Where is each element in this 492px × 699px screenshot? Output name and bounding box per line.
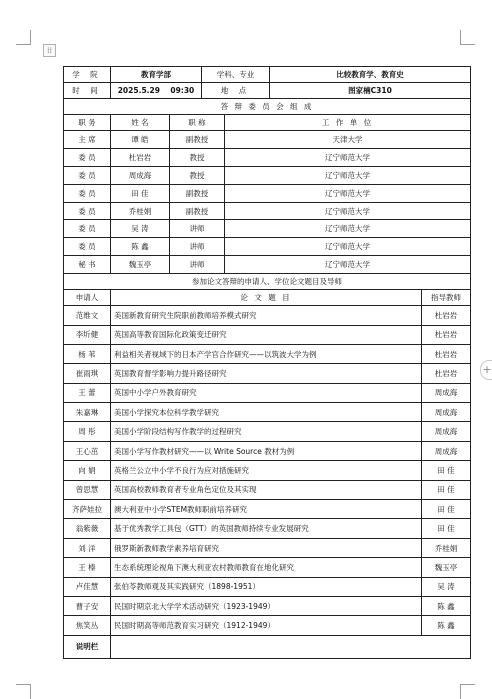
thesis-topic[interactable]: 英国高校教师教育者专业角色定位及其实现 — [111, 480, 422, 499]
thesis-advisor[interactable]: 魏玉亭 — [422, 558, 471, 577]
committee-role: 委 员 — [64, 148, 111, 166]
thesis-row — [64, 596, 471, 615]
notes-row — [64, 635, 471, 658]
crop-mark-bottom-right — [460, 684, 475, 699]
thesis-applicant[interactable]: 焦笑丛 — [64, 616, 111, 635]
committee-row — [64, 238, 471, 256]
committee-unit[interactable]: 辽宁师范大学 — [225, 184, 471, 202]
committee-title-cell[interactable]: 讲师 — [170, 256, 225, 274]
location-value[interactable]: 图家楠C310 — [270, 83, 471, 99]
thesis-advisor[interactable]: 周成海 — [422, 422, 471, 441]
thesis-applicant[interactable]: 朱嘉琳 — [64, 403, 111, 422]
time-value: 09:30 — [170, 86, 195, 95]
thesis-row — [64, 519, 471, 538]
committee-unit[interactable]: 辽宁师范大学 — [225, 220, 471, 238]
thesis-applicant[interactable]: 曾思慧 — [64, 480, 111, 499]
thesis-row — [64, 538, 471, 557]
major-label: 学科、专业 — [202, 67, 270, 83]
committee-title: 答 辩 委 员 会 组 成 — [64, 99, 471, 115]
committee-name[interactable]: 陈 鑫 — [111, 238, 170, 256]
thesis-topic[interactable]: 英格兰公立中小学不良行为应对措施研究 — [111, 461, 422, 480]
college-row — [64, 67, 471, 83]
committee-unit[interactable]: 辽宁师范大学 — [225, 166, 471, 184]
add-icon[interactable]: + — [480, 360, 492, 380]
theses-title-row — [64, 274, 471, 290]
committee-col-role: 职 务 — [64, 115, 111, 131]
thesis-topic[interactable]: 美国小学探究本位科学教学研究 — [111, 403, 422, 422]
thesis-applicant[interactable]: 李圻健 — [64, 325, 111, 344]
thesis-applicant[interactable]: 周 彤 — [64, 422, 111, 441]
committee-role: 委 员 — [64, 166, 111, 184]
thesis-row — [64, 403, 471, 422]
thesis-advisor[interactable]: 田 佳 — [422, 461, 471, 480]
theses-header-row — [64, 290, 471, 306]
thesis-advisor[interactable]: 陈 鑫 — [422, 596, 471, 615]
committee-title-cell[interactable]: 讲师 — [170, 238, 225, 256]
committee-row — [64, 184, 471, 202]
move-handle-icon[interactable]: ⁞⁞ — [43, 44, 56, 57]
thesis-applicant[interactable]: 刘 洋 — [64, 538, 111, 557]
committee-row — [64, 131, 471, 149]
thesis-topic[interactable]: 俄罗斯新教师教学素养培育研究 — [111, 538, 422, 557]
thesis-topic[interactable]: 民国时期京北大学学术活动研究（1923-1949） — [111, 596, 422, 615]
thesis-topic[interactable]: 基于优秀教学工具包（GTT）的英国教师持续专业发展研究 — [111, 519, 422, 538]
committee-role: 委 员 — [64, 184, 111, 202]
theses-col-topic: 论 文 题 目 — [111, 290, 422, 306]
theses-col-advisor: 指导教师 — [422, 290, 471, 306]
committee-role: 委 员 — [64, 238, 111, 256]
thesis-row — [64, 558, 471, 577]
date-value: 2025.5.29 — [117, 86, 160, 95]
committee-unit[interactable]: 辽宁师范大学 — [225, 148, 471, 166]
committee-title-cell[interactable]: 副教授 — [170, 184, 225, 202]
committee-role: 主 席 — [64, 131, 111, 149]
thesis-advisor[interactable]: 周成海 — [422, 441, 471, 460]
committee-role: 委 员 — [64, 202, 111, 220]
thesis-applicant[interactable]: 王 榛 — [64, 558, 111, 577]
college-value[interactable]: 教育学部 — [111, 67, 202, 83]
thesis-advisor[interactable]: 周成海 — [422, 383, 471, 402]
committee-title-cell[interactable]: 教授 — [170, 166, 225, 184]
thesis-advisor[interactable]: 乔桂娟 — [422, 538, 471, 557]
thesis-row — [64, 461, 471, 480]
thesis-applicant[interactable]: 崔雨琪 — [64, 364, 111, 383]
thesis-advisor[interactable]: 田 佳 — [422, 519, 471, 538]
thesis-row — [64, 500, 471, 519]
thesis-applicant[interactable]: 曹子安 — [64, 596, 111, 615]
committee-role: 委 员 — [64, 220, 111, 238]
crop-mark-top-right — [460, 30, 475, 45]
thesis-row — [64, 383, 471, 402]
thesis-applicant[interactable]: 杨 苇 — [64, 344, 111, 363]
thesis-topic[interactable]: 澳大利亚中小学STEM教师职前培养研究 — [111, 500, 422, 519]
thesis-advisor[interactable]: 杜岩岩 — [422, 325, 471, 344]
theses-col-applicant: 申请人 — [64, 290, 111, 306]
thesis-advisor[interactable]: 杜岩岩 — [422, 364, 471, 383]
committee-name[interactable]: 杜岩岩 — [111, 148, 170, 166]
committee-row — [64, 220, 471, 238]
committee-title-cell[interactable]: 教授 — [170, 148, 225, 166]
thesis-row — [64, 344, 471, 363]
thesis-advisor[interactable]: 杜岩岩 — [422, 306, 471, 325]
thesis-row — [64, 441, 471, 460]
thesis-applicant[interactable]: 王 蕾 — [64, 383, 111, 402]
time-label: 时 间 — [64, 83, 111, 99]
thesis-topic[interactable]: 英国中小学户外教育研究 — [111, 383, 422, 402]
theses-list — [64, 306, 471, 636]
committee-title-row — [64, 99, 471, 115]
thesis-topic[interactable]: 美国小学写作教材研究——以 Write Source 教材为例 — [111, 441, 422, 460]
thesis-applicant[interactable]: 王心茁 — [64, 441, 111, 460]
committee-row — [64, 148, 471, 166]
notes-value[interactable] — [111, 635, 471, 658]
committee-title-cell[interactable]: 副教授 — [170, 131, 225, 149]
thesis-applicant[interactable]: 向 娟 — [64, 461, 111, 480]
college-label: 学 院 — [64, 67, 111, 83]
thesis-topic[interactable]: 利益相关者视域下的日本产学官合作研究——以筑波大学为例 — [111, 344, 422, 363]
committee-unit[interactable]: 天津大学 — [225, 131, 471, 149]
committee-name[interactable]: 田 佳 — [111, 184, 170, 202]
thesis-advisor[interactable]: 陈 鑫 — [422, 616, 471, 635]
time-row — [64, 83, 471, 99]
thesis-row — [64, 422, 471, 441]
committee-unit[interactable]: 辽宁师范大学 — [225, 256, 471, 274]
thesis-applicant[interactable]: 翁紫薇 — [64, 519, 111, 538]
location-label: 地 点 — [202, 83, 270, 99]
committee-col-name: 姓 名 — [111, 115, 170, 131]
thesis-advisor[interactable]: 田 佳 — [422, 480, 471, 499]
thesis-topic[interactable]: 英国教育督学影响力提升路径研究 — [111, 364, 422, 383]
committee-name[interactable]: 谭 皓 — [111, 131, 170, 149]
thesis-advisor[interactable]: 周成海 — [422, 403, 471, 422]
crop-mark-bottom-left — [16, 684, 31, 699]
thesis-applicant[interactable]: 卢佳慧 — [64, 577, 111, 596]
thesis-applicant[interactable]: 齐萨娃拉 — [64, 500, 111, 519]
committee-unit[interactable]: 辽宁师范大学 — [225, 238, 471, 256]
thesis-advisor[interactable]: 吴 涛 — [422, 577, 471, 596]
thesis-row — [64, 364, 471, 383]
committee-list — [64, 131, 471, 274]
major-value[interactable]: 比较教育学、教育史 — [270, 67, 471, 83]
committee-title-cell[interactable]: 副教授 — [170, 202, 225, 220]
committee-name[interactable]: 魏玉亭 — [111, 256, 170, 274]
committee-header-row — [64, 115, 471, 131]
defense-table — [63, 66, 471, 659]
thesis-row — [64, 577, 471, 596]
thesis-row — [64, 480, 471, 499]
thesis-topic[interactable]: 英国高等教育国际化政策变迁研究 — [111, 325, 422, 344]
thesis-row — [64, 616, 471, 635]
committee-name[interactable]: 周成海 — [111, 166, 170, 184]
committee-col-title: 职 称 — [170, 115, 225, 131]
theses-title: 参加论文答辩的申请人、学位论文题目及导师 — [64, 274, 471, 290]
thesis-row — [64, 325, 471, 344]
committee-row — [64, 166, 471, 184]
thesis-topic[interactable]: 美国小学阶段结构写作教学的过程研究 — [111, 422, 422, 441]
thesis-row — [64, 306, 471, 325]
thesis-topic[interactable]: 民国时期高等师范教育实习研究（1912-1949） — [111, 616, 422, 635]
thesis-topic[interactable]: 生态系统理论视角下澳大利亚农村教师教育在地化研究 — [111, 558, 422, 577]
committee-unit[interactable]: 辽宁师范大学 — [225, 202, 471, 220]
committee-name[interactable]: 吴 涛 — [111, 220, 170, 238]
committee-name[interactable]: 乔桂娟 — [111, 202, 170, 220]
committee-row — [64, 202, 471, 220]
thesis-advisor[interactable]: 田 佳 — [422, 500, 471, 519]
committee-col-unit: 工 作 单 位 — [225, 115, 471, 131]
datetime-value[interactable] — [111, 83, 202, 99]
committee-title-cell[interactable]: 讲师 — [170, 220, 225, 238]
notes-label: 说明栏 — [64, 635, 111, 658]
thesis-topic[interactable]: 美国新教育研究生院职前教师培养模式研究 — [111, 306, 422, 325]
committee-role: 秘 书 — [64, 256, 111, 274]
thesis-topic[interactable]: 张伯苓教师观及其实践研究（1898-1951） — [111, 577, 422, 596]
committee-row — [64, 256, 471, 274]
thesis-applicant[interactable]: 范维文 — [64, 306, 111, 325]
thesis-advisor[interactable]: 杜岩岩 — [422, 344, 471, 363]
crop-mark-top-left — [16, 30, 31, 45]
